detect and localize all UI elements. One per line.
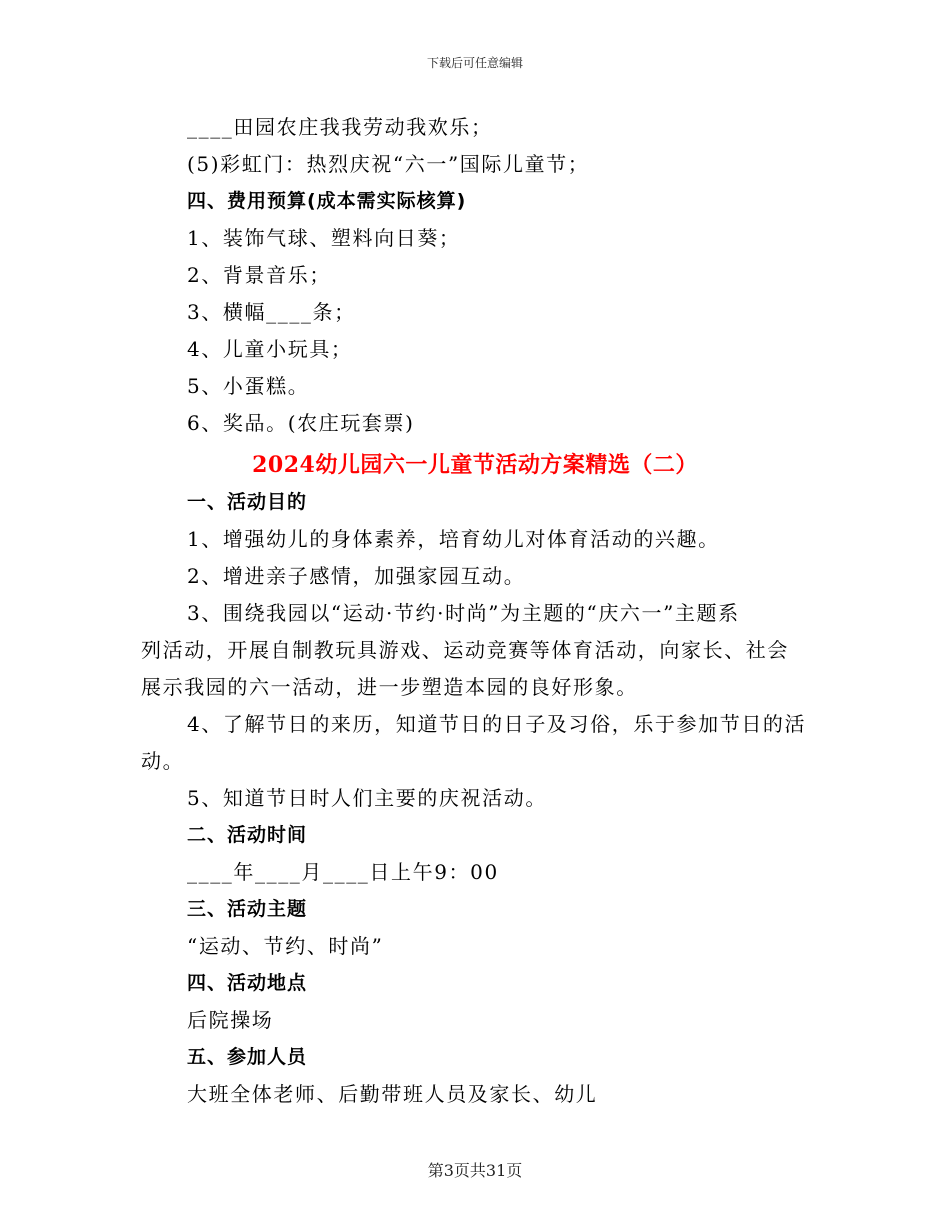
list-item: 2、背景音乐；	[187, 263, 331, 287]
header-note: 下载后可任意编辑	[426, 56, 523, 70]
list-item: 6、奖品。(农庄玩套票)	[187, 411, 415, 435]
list-item: 2、增进亲子感情，加强家园互动。	[187, 564, 526, 588]
list-item: 5、小蛋糕。	[187, 374, 310, 398]
body-line: ____年____月____日上午9：00	[187, 860, 499, 884]
list-item: 3、横幅____条；	[187, 300, 356, 324]
body-line: “运动、节约、时尚”	[187, 934, 384, 958]
section-heading: 四、费用预算(成本需实际核算)	[187, 190, 467, 212]
body-line: 大班全体老师、后勤带班人员及家长、幼儿	[187, 1082, 598, 1106]
section-heading: 三、活动主题	[187, 898, 308, 920]
paragraph-line: 3、围绕我园以“运动·节约·时尚”为主题的“庆六一”主题系	[187, 601, 740, 625]
paragraph-line: 4、了解节日的来历，知道节日的日子及习俗，乐于参加节日的活	[187, 712, 807, 736]
section-heading: 二、活动时间	[187, 824, 308, 846]
section-title: 2024幼儿园六一儿童节活动方案精选（二）	[252, 452, 698, 478]
section-heading: 四、活动地点	[187, 972, 308, 994]
page-number: 第3页共31页	[427, 1161, 523, 1180]
paragraph-line: 展示我园的六一活动，进一步塑造本园的良好形象。	[141, 675, 638, 699]
body-line: (5)彩虹门：热烈庆祝“六一”国际儿童节；	[187, 152, 590, 176]
paragraph-line: 动。	[141, 749, 185, 773]
paragraph-line: 列活动，开展自制教玩具游戏、运动竞赛等体育活动，向家长、社会	[141, 638, 789, 662]
list-item: 5、知道节日时人们主要的庆祝活动。	[187, 786, 547, 810]
body-line: 后院操场	[187, 1008, 274, 1032]
body-line: ____田园农庄我我劳动我欢乐；	[187, 115, 493, 139]
section-heading: 五、参加人员	[187, 1046, 308, 1068]
list-item: 1、增强幼儿的身体素养，培育幼儿对体育活动的兴趣。	[187, 527, 720, 551]
section-heading: 一、活动目的	[187, 491, 308, 513]
list-item: 1、装饰气球、塑料向日葵；	[187, 226, 461, 250]
list-item: 4、儿童小玩具；	[187, 337, 353, 361]
